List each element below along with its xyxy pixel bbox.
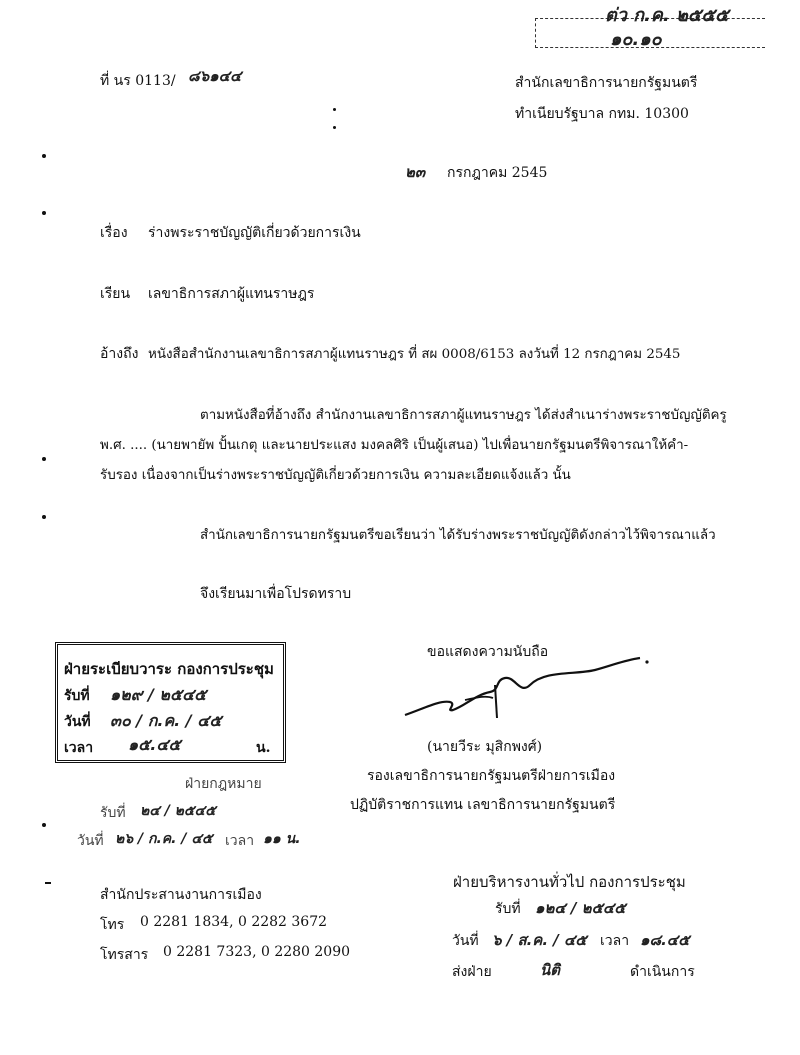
legal-stamp-title: ฝ่ายกฎหมาย [185, 776, 262, 792]
legal-time-value: ๑๑ น. [263, 831, 301, 847]
subject-text: ร่างพระราชบัญญัติเกี่ยวด้วยการเงิน [148, 225, 361, 241]
contact-fax: 0 2281 7323, 0 2280 2090 [163, 944, 351, 960]
legal-time-label: เวลา [225, 833, 255, 849]
stamp-title: ฝ่ายระเบียบวาระ กองการประชุม [64, 660, 274, 678]
top-stamp-date: ต่ว ก.ค. ๒๕๕๕ [605, 5, 729, 26]
punch-mark [45, 882, 51, 884]
body-paragraph-3: จึงเรียนมาเพื่อโปรดทราบ [200, 586, 352, 602]
admin-time-value: ๑๘.๔๕ [640, 931, 690, 949]
admin-stamp-title: ฝ่ายบริหารงานทั่วไป กองการประชุม [453, 873, 686, 891]
legal-received-value: ๒๔ / ๒๕๔๕ [140, 803, 216, 819]
signer-acting-title: ปฏิบัติราชการแทน เลขาธิการนายกรัฐมนตรี [350, 797, 616, 813]
legal-date-label: วันที่ [77, 833, 104, 849]
punch-mark [42, 823, 46, 827]
date-month-year: กรกฎาคม 2545 [447, 165, 548, 181]
stamp-time-suffix: น. [256, 740, 271, 756]
admin-date-value: ๖ / ส.ค. / ๔๕ [492, 931, 587, 949]
stamp-time-label: เวลา [64, 740, 94, 756]
divider [535, 18, 536, 48]
legal-stamp [75, 770, 315, 860]
contact-fax-label: โทรสาร [100, 947, 149, 963]
punch-mark [42, 154, 46, 158]
stamp-date-label: วันที่ [64, 714, 91, 730]
legal-date-value: ๒๖ / ก.ค. / ๔๕ [115, 831, 213, 847]
legal-received-label: รับที่ [100, 805, 126, 821]
closing-regards: ขอแสดงความนับถือ [427, 644, 549, 660]
reference-label: อ้างถึง [100, 346, 139, 362]
contact-phone-label: โทร [100, 917, 125, 933]
stamp-time-value: ๑๕.๔๕ [128, 735, 181, 754]
stamp-received-label: รับที่ [64, 688, 90, 704]
meeting-agenda-stamp [55, 642, 286, 763]
signer-name: (นายวีระ มุสิกพงศ์) [427, 739, 543, 755]
body-paragraph-1-line-3: รับรอง เนื่องจากเป็นร่างพระราชบัญญัติเกี่ยวด้วยการเงิน ความละเอียดแจ้งแล้ว นั้น [100, 468, 571, 483]
stamp-received-value: ๑๒๙ / ๒๕๔๕ [110, 685, 207, 704]
subject-label: เรื่อง [100, 225, 128, 241]
body-paragraph-1-line-2: พ.ศ. .... (นายพายัพ ปั้นเกตุ และนายประแสง มงคลศิริ เป็นผู้เสนอ) ไปเพื่อนายกรัฐมนตรีพิจารณาให้คำ- [100, 438, 689, 453]
admin-date-label: วันที่ [452, 933, 479, 949]
contact-phone: 0 2281 1834, 0 2282 3672 [140, 914, 328, 930]
admin-received-value: ๑๒๔ / ๒๕๔๕ [535, 899, 626, 917]
signature [395, 640, 655, 725]
body-paragraph-2: สำนักเลขาธิการนายกรัฐมนตรีขอเรียนว่า ได้รับร่างพระราชบัญญัติดังกล่าวไว้พิจารณาแล้ว [200, 528, 716, 543]
sender-office: สำนักเลขาธิการนายกรัฐมนตรี [515, 75, 698, 91]
recipient-label: เรียน [100, 286, 131, 302]
punch-mark [333, 108, 336, 111]
admin-send-value: นิติ [540, 961, 560, 979]
signer-title: รองเลขาธิการนายกรัฐมนตรีฝ่ายการเมือง [367, 768, 616, 784]
date-day: ๒๓ [405, 163, 426, 181]
reference-text: หนังสือสำนักงานเลขาธิการสภาผู้แทนราษฎร ที่ สผ 0008/6153 ลงวันที่ 12 กรกฎาคม 2545 [148, 347, 681, 362]
admin-send-label: ส่งฝ่าย [452, 964, 492, 980]
reference-number-value: ๘๖๑๔๔ [188, 67, 242, 85]
punch-mark [42, 211, 46, 215]
stamp-date-value: ๓๐ / ก.ค. / ๔๕ [110, 711, 222, 730]
admin-stamp [450, 868, 710, 988]
recipient-text: เลขาธิการสภาผู้แทนราษฎร [148, 286, 315, 302]
admin-time-label: เวลา [600, 933, 630, 949]
contact-unit: สำนักประสานงานการเมือง [100, 887, 262, 903]
admin-send-suffix: ดำเนินการ [630, 964, 695, 980]
punch-mark [42, 515, 46, 519]
punch-mark [333, 126, 336, 129]
reference-number-label: ที่ นร 0113/ [100, 73, 176, 89]
top-receipt-stamp [535, 0, 765, 55]
punch-mark [42, 457, 46, 461]
sender-address: ทำเนียบรัฐบาล กทม. 10300 [515, 106, 689, 122]
body-paragraph-1-line-1: ตามหนังสือที่อ้างถึง สำนักงานเลขาธิการสภาผู้แทนราษฎร ได้ส่งสำเนาร่างพระราชบัญญัติครู [200, 408, 727, 423]
top-stamp-time: ๑๐.๑๐ [610, 29, 662, 50]
admin-received-label: รับที่ [495, 901, 521, 917]
